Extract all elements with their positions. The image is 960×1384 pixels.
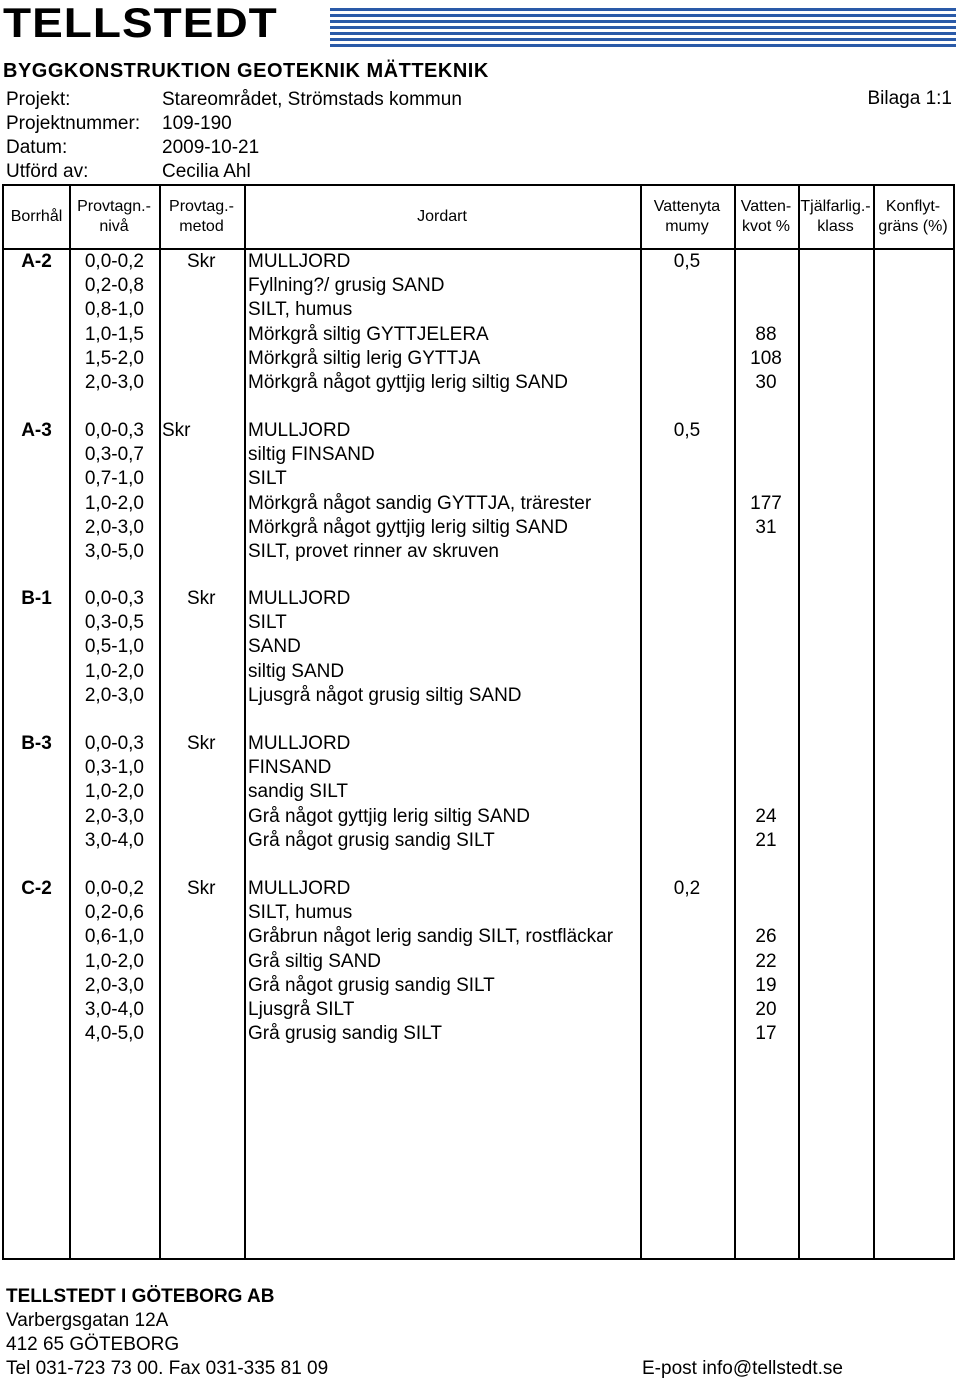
- column-divider: [873, 186, 875, 1258]
- column-header: [734, 186, 798, 248]
- project-field-value: 109-190: [162, 113, 232, 134]
- footer-address1: Varbergsgatan 12A: [6, 1310, 169, 1331]
- jordart-text: SILT: [248, 612, 287, 633]
- provtagning-metod: Skr: [187, 878, 216, 899]
- provtagning-niva: 3,0-4,0: [84, 830, 144, 851]
- vattenkvot-value: 21: [755, 830, 777, 851]
- column-header: [159, 186, 244, 248]
- provtagning-niva: 1,0-2,0: [84, 661, 144, 682]
- bilaga-label: Bilaga 1:1: [867, 88, 952, 109]
- jordart-text: MULLJORD: [248, 878, 351, 899]
- column-header-line1: Provtagn.-: [77, 198, 151, 215]
- provtagning-niva: 3,0-4,0: [84, 999, 144, 1020]
- vattenkvot-value: 22: [755, 951, 777, 972]
- jordart-text: SILT, humus: [248, 902, 353, 923]
- provtagning-niva: 0,8-1,0: [84, 299, 144, 320]
- vattenyta-value: 0,5: [673, 251, 701, 272]
- provtagning-niva: 0,3-1,0: [84, 757, 144, 778]
- column-header: [640, 186, 734, 248]
- footer-company: TELLSTEDT I GÖTEBORG AB: [6, 1286, 275, 1307]
- column-divider: [159, 186, 161, 1258]
- jordart-text: Gråbrun något lerig sandig SILT, rostfläckar: [248, 926, 614, 947]
- provtagning-niva: 2,0-3,0: [84, 975, 144, 996]
- borrhal-id: A-3: [21, 420, 52, 441]
- provtagning-niva: 2,0-3,0: [84, 372, 144, 393]
- vattenkvot-value: 17: [755, 1023, 777, 1044]
- project-field-value: Stareområdet, Strömstads kommun: [162, 89, 462, 110]
- company-logo: TELLSTEDT: [3, 0, 278, 47]
- vattenkvot-value: 30: [755, 372, 777, 393]
- column-divider: [798, 186, 800, 1258]
- provtagning-metod: Skr: [187, 251, 216, 272]
- column-header: [873, 186, 953, 248]
- provtagning-niva: 0,2-0,8: [84, 275, 144, 296]
- provtagning-niva: 0,0-0,3: [84, 420, 144, 441]
- project-field-value: 2009-10-21: [162, 137, 260, 158]
- column-divider: [640, 186, 642, 1258]
- vattenkvot-value: 108: [750, 348, 782, 369]
- vattenkvot-value: 88: [755, 324, 777, 345]
- column-header-line2: kvot %: [741, 218, 790, 235]
- provtagning-niva: 1,5-2,0: [84, 348, 144, 369]
- jordart-text: Grå siltig SAND: [248, 951, 382, 972]
- provtagning-niva: 2,0-3,0: [84, 685, 144, 706]
- jordart-text: MULLJORD: [248, 251, 351, 272]
- jordart-text: Grå något gyttjig lerig siltig SAND: [248, 806, 530, 827]
- vattenyta-value: 0,2: [673, 878, 701, 899]
- column-header-line1: Jordart: [417, 208, 467, 225]
- column-header-line1: Vatten-: [740, 198, 792, 215]
- provtagning-niva: 2,0-3,0: [84, 517, 144, 538]
- provtagning-niva: 4,0-5,0: [84, 1023, 144, 1044]
- column-header-line1: Borrhål: [10, 208, 63, 225]
- jordart-text: SILT: [248, 468, 287, 489]
- logo-stripes: [330, 8, 956, 52]
- column-header-line2: klass: [817, 218, 854, 235]
- column-header-line2: gräns (%): [878, 218, 948, 235]
- vattenkvot-value: 19: [755, 975, 777, 996]
- borrhal-id: B-3: [21, 733, 52, 754]
- vattenkvot-value: 20: [755, 999, 777, 1020]
- jordart-text: Grå något grusig sandig SILT: [248, 830, 495, 851]
- provtagning-niva: 0,0-0,3: [84, 733, 144, 754]
- jordart-text: Fyllning?/ grusig SAND: [248, 275, 445, 296]
- column-header-line2: mumy: [665, 218, 709, 235]
- column-header-line1: Tjälfarlig.-: [800, 198, 871, 215]
- jordart-text: Ljusgrå något grusig siltig SAND: [248, 685, 522, 706]
- jordart-text: sandig SILT: [248, 781, 348, 802]
- provtagning-niva: 0,2-0,6: [84, 902, 144, 923]
- vattenkvot-value: 177: [750, 493, 782, 514]
- provtagning-metod: Skr: [187, 733, 216, 754]
- provtagning-niva: 1,0-2,0: [84, 493, 144, 514]
- column-header-line2: nivå: [99, 218, 129, 235]
- jordart-text: Mörkgrå något sandig GYTTJA, trärester: [248, 493, 592, 514]
- jordart-text: SAND: [248, 636, 301, 657]
- project-field-label: Projektnummer:: [6, 113, 141, 134]
- vattenkvot-value: 31: [755, 517, 777, 538]
- footer-phone-fax: Tel 031-723 73 00. Fax 031-335 81 09: [6, 1358, 329, 1379]
- provtagning-niva: 0,7-1,0: [84, 468, 144, 489]
- jordart-text: MULLJORD: [248, 588, 351, 609]
- jordart-text: SILT, humus: [248, 299, 353, 320]
- column-header-line1: Konflyt-: [885, 198, 941, 215]
- provtagning-niva: 1,0-2,0: [84, 781, 144, 802]
- vattenkvot-value: 24: [755, 806, 777, 827]
- provtagning-niva: 0,3-0,5: [84, 612, 144, 633]
- jordart-text: siltig SAND: [248, 661, 345, 682]
- jordart-text: Mörkgrå siltig GYTTJELERA: [248, 324, 489, 345]
- jordart-text: siltig FINSAND: [248, 444, 375, 465]
- project-field-label: Datum:: [6, 137, 68, 158]
- column-header: [4, 186, 69, 248]
- vattenyta-value: 0,5: [673, 420, 701, 441]
- jordart-text: Grå något grusig sandig SILT: [248, 975, 495, 996]
- provtagning-metod: Skr: [162, 420, 191, 441]
- provtagning-niva: 0,3-0,7: [84, 444, 144, 465]
- jordart-text: Grå grusig sandig SILT: [248, 1023, 442, 1044]
- project-field-value: Cecilia Ahl: [162, 161, 251, 182]
- jordart-text: Mörkgrå något gyttjig lerig siltig SAND: [248, 517, 568, 538]
- jordart-text: Ljusgrå SILT: [248, 999, 355, 1020]
- footer-address2: 412 65 GÖTEBORG: [6, 1334, 180, 1355]
- provtagning-niva: 0,6-1,0: [84, 926, 144, 947]
- project-field-label: Utförd av:: [6, 161, 89, 182]
- column-header: [798, 186, 873, 248]
- jordart-text: MULLJORD: [248, 733, 351, 754]
- header-divider: [4, 248, 953, 250]
- provtagning-niva: 2,0-3,0: [84, 806, 144, 827]
- provtagning-niva: 0,0-0,3: [84, 588, 144, 609]
- footer-email: E-post info@tellstedt.se: [642, 1358, 843, 1379]
- provtagning-niva: 1,0-1,5: [84, 324, 144, 345]
- column-divider: [244, 186, 246, 1258]
- jordart-text: SILT, provet rinner av skruven: [248, 541, 499, 562]
- borrhal-id: B-1: [21, 588, 52, 609]
- column-header: [69, 186, 159, 248]
- jordart-text: FINSAND: [248, 757, 332, 778]
- column-divider: [69, 186, 71, 1258]
- soil-table: [2, 184, 955, 1260]
- company-services: BYGGKONSTRUKTION GEOTEKNIK MÄTTEKNIK: [3, 60, 489, 82]
- provtagning-niva: 0,0-0,2: [84, 251, 144, 272]
- borrhal-id: C-2: [21, 878, 52, 899]
- provtagning-niva: 0,0-0,2: [84, 878, 144, 899]
- column-header: [244, 186, 640, 248]
- project-field-label: Projekt:: [6, 89, 71, 110]
- provtagning-niva: 3,0-5,0: [84, 541, 144, 562]
- column-header-line1: Vattenyta: [653, 198, 721, 215]
- column-header-line2: metod: [179, 218, 224, 235]
- jordart-text: MULLJORD: [248, 420, 351, 441]
- provtagning-niva: 1,0-2,0: [84, 951, 144, 972]
- column-header-line1: Provtag.-: [169, 198, 234, 215]
- borrhal-id: A-2: [21, 251, 52, 272]
- jordart-text: Mörkgrå något gyttjig lerig siltig SAND: [248, 372, 568, 393]
- provtagning-niva: 0,5-1,0: [84, 636, 144, 657]
- vattenkvot-value: 26: [755, 926, 777, 947]
- provtagning-metod: Skr: [187, 588, 216, 609]
- jordart-text: Mörkgrå siltig lerig GYTTJA: [248, 348, 481, 369]
